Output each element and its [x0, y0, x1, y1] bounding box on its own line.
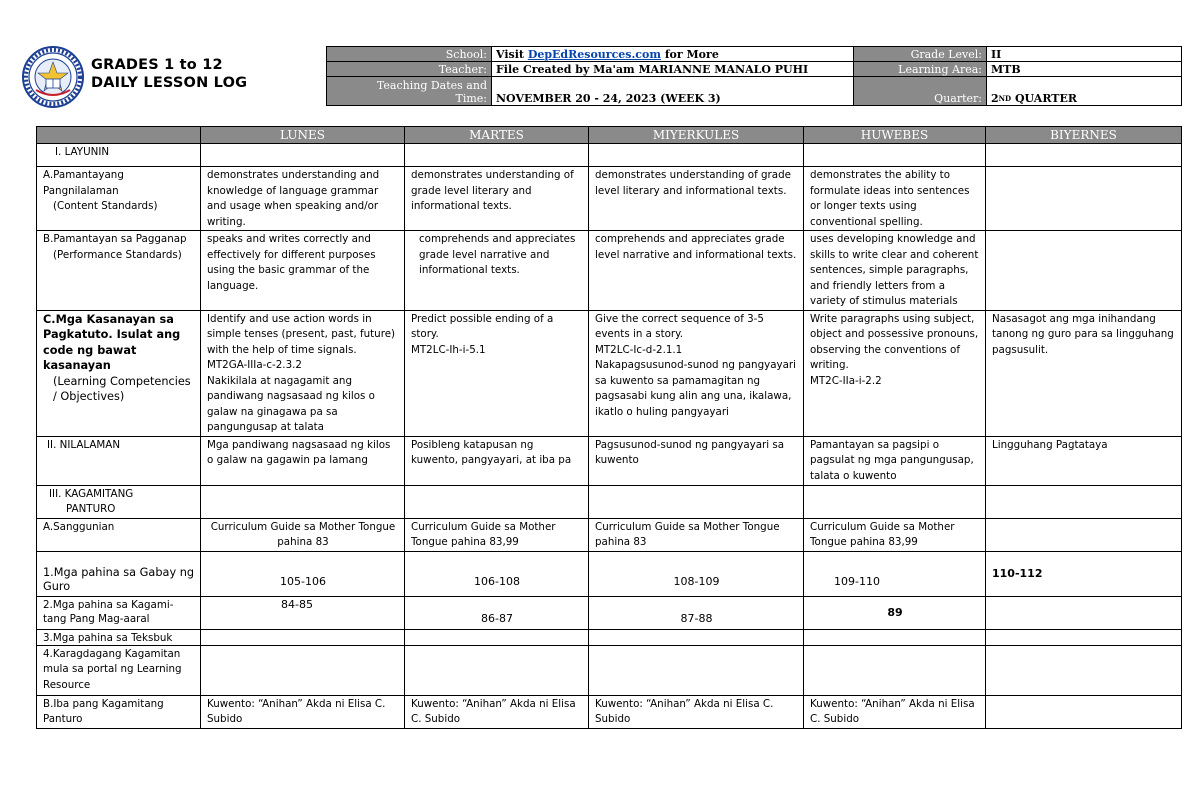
day-header-lunes: LUNES [201, 127, 405, 144]
kagamitang-cell: 87-88 [589, 596, 804, 629]
learning-area-value: MTB [987, 62, 1182, 77]
sanggunian-label: A.Sanggunian [37, 518, 201, 551]
gabay-cell: 110-112 [986, 551, 1182, 596]
layunin-label: I. LAYUNIN [37, 144, 201, 167]
day-header-martes: MARTES [405, 127, 589, 144]
lesson-log-table [36, 126, 1182, 729]
gabay-cell: 106-108 [405, 551, 589, 596]
nilalaman-cell: Posibleng katapusan ng kuwento, pangyayari, at iba pa [405, 436, 589, 485]
kagamitan-row [37, 485, 1182, 518]
competency-cell: Predict possible ending of a story. MT2LC-Ih-i-5.1 [405, 310, 589, 436]
quarter-value: 2ND QUARTER [987, 77, 1182, 106]
performance-cell: uses developing knowledge and skills to write clear and coherent sentences, simple paragraphs, and friendly letters from a variety of stimulus materials [804, 231, 986, 311]
dates-value: NOVEMBER 20 - 24, 2023 (WEEK 3) [492, 77, 854, 106]
title-line-1: GRADES 1 to 12 [91, 57, 223, 73]
nilalaman-cell: Pagsusunod-sunod ng pangyayari sa kuwento [589, 436, 804, 485]
performance-cell: speaks and writes correctly and effectively for different purposes using the basic grammar of the language. [201, 231, 405, 311]
deped-seal-icon [22, 46, 84, 108]
grade-level-value: II [987, 47, 1182, 62]
learning-area-label: Learning Area: [854, 62, 987, 77]
dates-label: Teaching Dates and Time: [327, 77, 492, 106]
day-header-biyernes: BIYERNES [986, 127, 1182, 144]
iba-label: B.Iba pang Kagamitang Panturo [37, 695, 201, 728]
iba-cell: Kuwento: “Anihan” Akda ni Elisa C. Subido [405, 695, 589, 728]
gabay-cell: 105-106 [201, 551, 405, 596]
performance-cell: comprehends and appreciates grade level narrative and informational texts. [405, 231, 589, 311]
sanggunian-cell [986, 518, 1182, 551]
iba-cell: Kuwento: “Anihan” Akda ni Elisa C. Subido [804, 695, 986, 728]
nilalaman-label: II. NILALAMAN [37, 436, 201, 485]
day-header-row [37, 127, 1182, 144]
competency-cell: Write paragraphs using subject, object and possessive pronouns, observing the conventions of writing. MT2C-IIa-i-2.2 [804, 310, 986, 436]
competencies-label: C.Mga Kasanayan sa Pagkatuto. Isulat ang code ng bawat kasanayan (Learning Competencies / Objectives) [37, 310, 201, 436]
competency-cell: Identify and use action words in simple tenses (present, past, future) with the help of time signals. MT2GA-IIIa-c-2.3.2 Nakikilala at nagagamit ang pandiwang nagsasaad ng kilos o galaw na ginagawa pa sa pangungusap at talata [201, 310, 405, 436]
iba-cell [986, 695, 1182, 728]
competency-cell: Nasasagot ang mga inihandang tanong ng guro para sa lingguhang pagsusulit. [986, 310, 1182, 436]
gabay-cell: 108-109 [589, 551, 804, 596]
sanggunian-cell: Curriculum Guide sa Mother Tongue pahina 83,99 [804, 518, 986, 551]
content-cell: demonstrates understanding of grade level literary and informational texts. [589, 167, 804, 231]
iba-cell: Kuwento: “Anihan” Akda ni Elisa C. Subido [589, 695, 804, 728]
header-info-table [326, 46, 1182, 106]
content-cell: demonstrates the ability to formulate ideas into sentences or longer texts using conventional spelling. [804, 167, 986, 231]
sanggunian-cell: Curriculum Guide sa Mother Tongue pahina 83 [589, 518, 804, 551]
kagamitang-label: 2.Mga pahina sa Kagami-tang Pang Mag-aaral [37, 596, 201, 629]
content-cell: demonstrates understanding and knowledge of language grammar and usage when speaking and/or writing. [201, 167, 405, 231]
gabay-label: 1.Mga pahina sa Gabay ng Guro [37, 551, 201, 596]
competencies-row [37, 310, 1182, 436]
nilalaman-cell: Mga pandiwang nagsasaad ng kilos o galaw na gagawin pa lamang [201, 436, 405, 485]
teksbuk-label: 3.Mga pahina sa Teksbuk [37, 629, 201, 645]
karagdagan-label: 4.Karagdagang Kagamitan mula sa portal ng Learning Resource [37, 645, 201, 695]
day-header-miyerkules: MIYERKULES [589, 127, 804, 144]
school-value: Visit DepEdResources.com for More [492, 47, 854, 62]
competency-cell: Give the correct sequence of 3-5 events in a story. MT2LC-Ic-d-2.1.1 Nakapagsusunod-sunod ng pangyayari sa kuwento sa pamamagitan ng pagsasabi kung alin ang una, ikalawa, ikatlo o huling pangyayari [589, 310, 804, 436]
performance-standards-row [37, 231, 1182, 311]
kagamitang-row [37, 596, 1182, 629]
content-cell [986, 167, 1182, 231]
gabay-cell: 109-110 [804, 551, 986, 596]
kagamitang-cell: 86-87 [405, 596, 589, 629]
iba-row [37, 695, 1182, 728]
kagamitan-label: III. KAGAMITANG PANTURO [37, 485, 201, 518]
gabay-row [37, 551, 1182, 596]
nilalaman-cell: Pamantayan sa pagsipi o pagsulat ng mga pangungusap, talata o kuwento [804, 436, 986, 485]
kagamitang-cell: 84-85 [201, 596, 405, 629]
depedresources-link[interactable]: DepEdResources.com [527, 48, 661, 61]
content-cell: demonstrates understanding of grade level literary and informational texts. [405, 167, 589, 231]
day-header-huwebes: HUWEBES [804, 127, 986, 144]
sanggunian-cell: Curriculum Guide sa Mother Tongue pahina 83,99 [405, 518, 589, 551]
title-line-2: DAILY LESSON LOG [91, 75, 248, 91]
school-label: School: [327, 47, 492, 62]
kagamitang-cell [986, 596, 1182, 629]
karagdagan-row [37, 645, 1182, 695]
iba-cell: Kuwento: “Anihan” Akda ni Elisa C. Subido [201, 695, 405, 728]
performance-cell: comprehends and appreciates grade level narrative and informational texts. [589, 231, 804, 311]
corner-cell [37, 127, 201, 144]
teacher-value: File Created by Ma'am MARIANNE MANALO PUHI [492, 62, 854, 77]
content-standards-row [37, 167, 1182, 231]
sanggunian-cell: Curriculum Guide sa Mother Tongue pahina 83 [201, 518, 405, 551]
nilalaman-cell: Lingguhang Pagtataya [986, 436, 1182, 485]
content-standards-label: A.Pamantayang Pangnilalaman (Content Standards) [37, 167, 201, 231]
quarter-label: Quarter: [854, 77, 987, 106]
document-title [91, 56, 247, 92]
performance-standards-label: B.Pamantayan sa Pagganap (Performance Standards) [37, 231, 201, 311]
performance-cell [986, 231, 1182, 311]
sanggunian-row [37, 518, 1182, 551]
nilalaman-row [37, 436, 1182, 485]
layunin-row [37, 144, 1182, 167]
teacher-label: Teacher: [327, 62, 492, 77]
grade-level-label: Grade Level: [854, 47, 987, 62]
kagamitang-cell: 89 [804, 596, 986, 629]
teksbuk-row [37, 629, 1182, 645]
